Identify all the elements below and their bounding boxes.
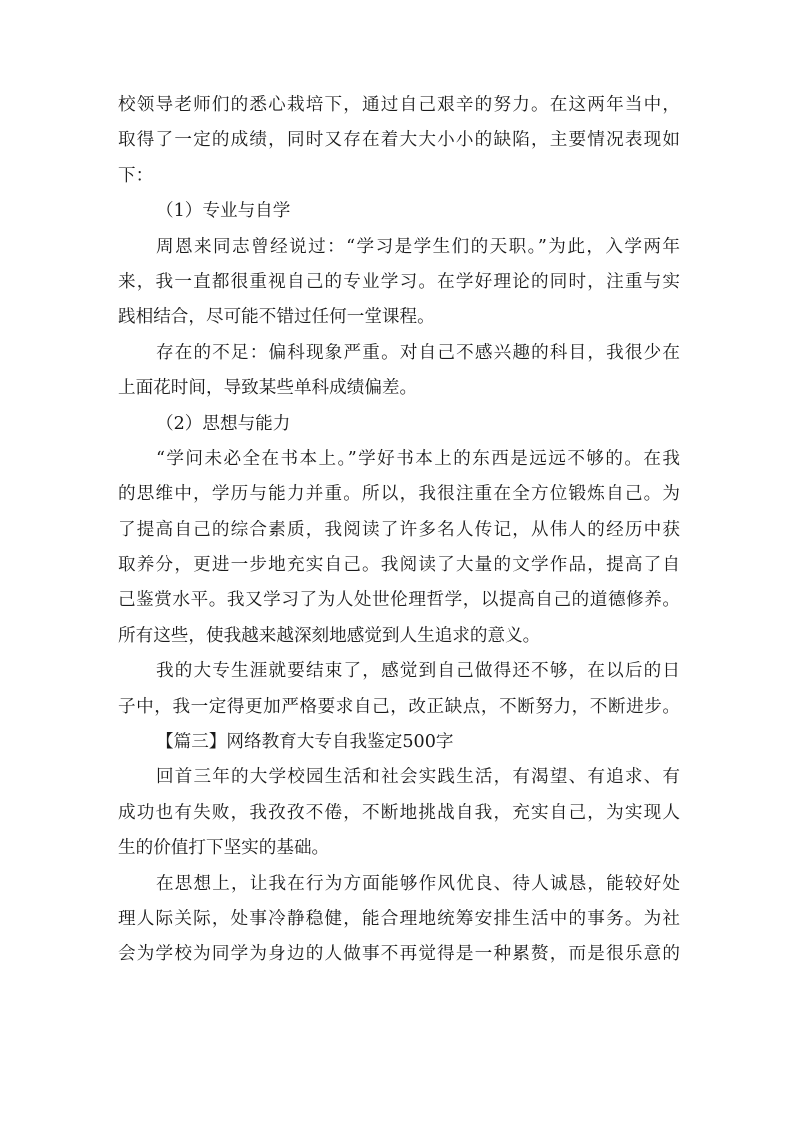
text-line: 回首三年的大学校园生活和社会实践生活，有渴望、有追求、有 — [156, 767, 680, 788]
text-line: 子中，我一定得更加严格要求自己，改正缺点，不断努力，不断进步。 — [118, 696, 680, 717]
text-line: 了提高自己的综合素质，我阅读了许多名人传记，从伟人的经历中获 — [118, 519, 680, 540]
text-line: 下： — [118, 165, 154, 186]
text-line: 生的价值打下坚实的基础。 — [118, 838, 330, 859]
article-heading: 【篇三】网络教育大专自我鉴定500字 — [156, 732, 454, 753]
text-line: 所有这些，使我越来越深刻地感觉到人生追求的意义。 — [118, 625, 541, 646]
text-line: 理人际关际，处事冷静稳健，能合理地统筹安排生活中的事务。为社 — [118, 908, 680, 929]
text-line: 取得了一定的成绩，同时又存在着大大小小的缺陷，主要情况表现如 — [118, 130, 680, 151]
text-line: 取养分，更进一步地充实自己。我阅读了大量的文学作品，提高了自 — [118, 555, 680, 576]
text-line: 存在的不足：偏科现象严重。对自己不感兴趣的科目，我很少在 — [156, 342, 680, 363]
document-page — [118, 88, 680, 973]
text-line: 的思维中，学历与能力并重。所以，我很注重在全方位锻炼自己。为 — [118, 484, 680, 505]
section-heading: （2）思想与能力 — [156, 413, 291, 434]
text-line: 己鉴赏水平。我又学习了为人处世伦理哲学，以提高自己的道德修养。 — [118, 590, 680, 611]
section-heading: （1）专业与自学 — [156, 201, 291, 222]
text-line: 校领导老师们的悉心栽培下，通过自己艰辛的努力。在这两年当中， — [118, 95, 680, 115]
text-line: 在思想上，让我在行为方面能够作风优良、待人诚恳，能较好处 — [156, 873, 680, 894]
text-line: 会为学校为同学为身边的人做事不再觉得是一种累赘，而是很乐意的 — [118, 944, 680, 965]
text-line: 成功也有失败，我孜孜不倦，不断地挑战自我，充实自己，为实现人 — [118, 802, 680, 823]
text-line: 周恩来同志曾经说过：“学习是学生们的天职。”为此，入学两年 — [156, 236, 680, 257]
text-line: “学问未必全在书本上。”学好书本上的东西是远远不够的。在我 — [156, 448, 680, 469]
text-line: 来，我一直都很重视自己的专业学习。在学好理论的同时，注重与实 — [118, 271, 680, 292]
text-line: 践相结合，尽可能不错过任何一堂课程。 — [118, 307, 435, 328]
text-line: 上面花时间，导致某些单科成绩偏差。 — [118, 378, 418, 399]
text-line: 我的大专生涯就要结束了，感觉到自己做得还不够，在以后的日 — [156, 661, 680, 682]
